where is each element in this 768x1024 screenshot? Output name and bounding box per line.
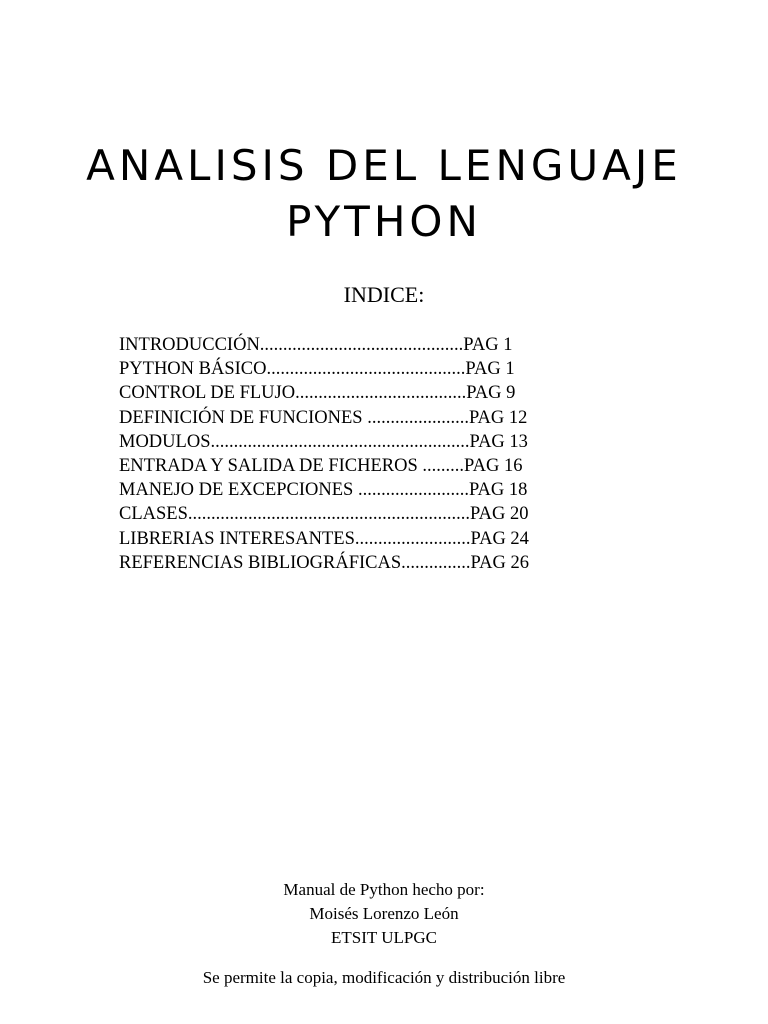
toc-entry: CLASES.............................................................PAG 20	[119, 504, 529, 525]
footer-credit-line: Manual de Python hecho por:	[283, 880, 485, 899]
toc-entry: MANEJO DE EXCEPCIONES ........................PAG 18	[119, 480, 528, 501]
toc-entry: DEFINICIÓN DE FUNCIONES ......................PAG 12	[119, 407, 528, 428]
footer-license: Se permite la copia, modificación y distribución libre	[202, 968, 566, 987]
toc-entry: LIBRERIAS INTERESANTES.........................PAG 24	[119, 528, 529, 549]
toc-entry: INTRODUCCIÓN............................................PAG 1	[119, 335, 513, 355]
toc-entry: CONTROL DE FLUJO.....................................PAG 9	[119, 383, 516, 404]
toc-entry: REFERENCIAS BIBLIOGRÁFICAS...............PAG 26	[119, 552, 529, 573]
document-title	[0, 138, 768, 250]
footer	[0, 878, 768, 990]
document-title-line-2: PYTHON	[286, 197, 482, 246]
document-title-line-1: ANALISIS DEL LENGUAJE	[86, 141, 682, 190]
index-heading: INDICE:	[343, 282, 425, 307]
toc-entry: PYTHON BÁSICO...........................................PAG 1	[119, 359, 515, 380]
footer-author: Moisés Lorenzo León	[309, 904, 459, 923]
table-of-contents	[119, 333, 529, 575]
toc-entry: MODULOS........................................................PAG 13	[119, 431, 528, 452]
toc-entry: ENTRADA Y SALIDA DE FICHEROS .........PAG 16	[119, 456, 523, 477]
footer-institution: ETSIT ULPGC	[331, 928, 437, 947]
